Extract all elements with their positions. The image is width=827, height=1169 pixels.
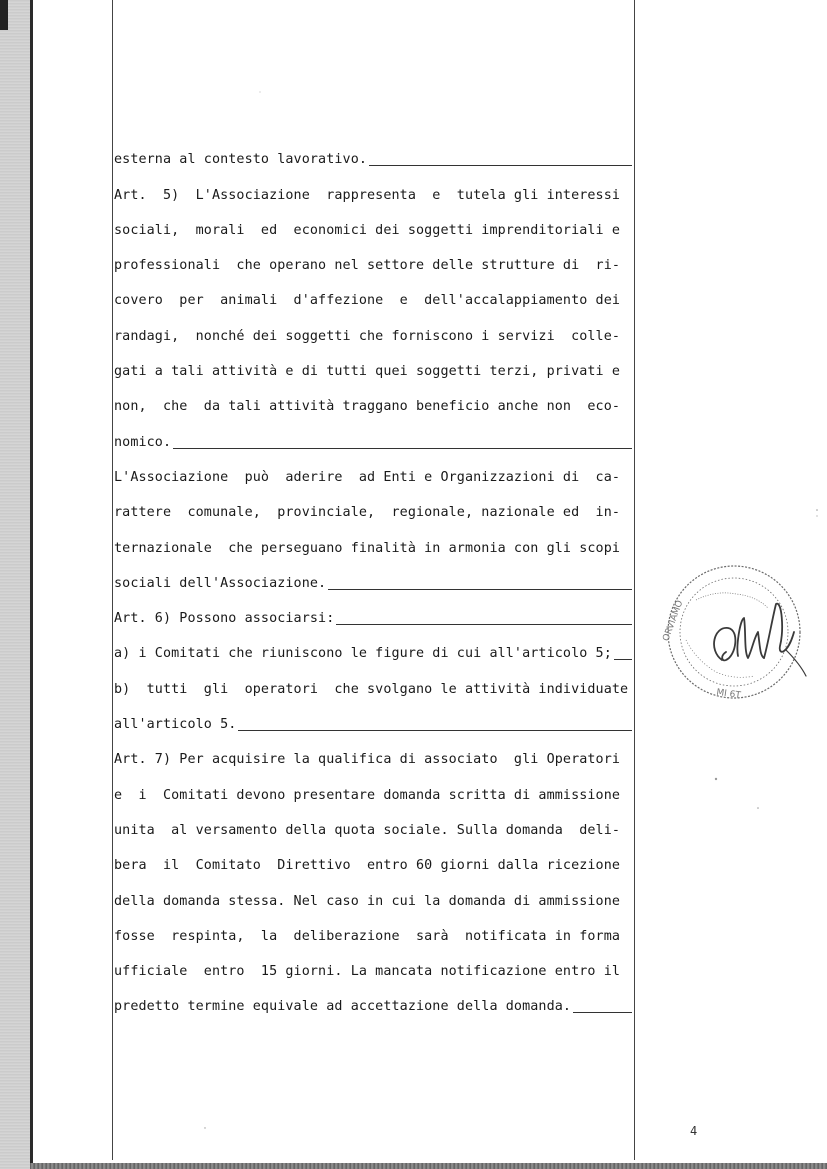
line-text: predetto termine equivale ad accettazione della domanda. bbox=[114, 999, 572, 1015]
text-line bbox=[114, 950, 632, 985]
text-line bbox=[114, 773, 632, 808]
text-line bbox=[114, 844, 632, 879]
line-text: covero per animali d'affezione e dell'accalappiamento dei bbox=[114, 293, 621, 309]
text-line bbox=[114, 632, 632, 667]
seal-stamp-icon bbox=[656, 560, 816, 710]
line-text: a) i Comitati che riuniscono le figure di cui all'articolo 5; bbox=[114, 646, 612, 662]
line-text: all'articolo 5. bbox=[114, 717, 237, 733]
svg-text:MI 6T: MI 6T bbox=[715, 687, 742, 701]
text-line bbox=[114, 667, 632, 702]
text-line bbox=[114, 526, 632, 561]
line-text: non, che da tali attività traggano beneficio anche non eco- bbox=[114, 399, 621, 415]
line-text: b) tutti gli operatori che svolgano le attività individuate bbox=[114, 681, 629, 697]
line-text: fosse respinta, la deliberazione sarà notificata in forma bbox=[114, 928, 621, 944]
line-filler bbox=[369, 165, 632, 166]
line-text: unita al versamento della quota sociale. Sulla domanda deli- bbox=[114, 822, 621, 838]
line-text: professionali che operano nel settore delle strutture di ri- bbox=[114, 258, 621, 274]
line-text: Art. 7) Per acquisire la qualifica di associato gli Operatori bbox=[114, 752, 621, 768]
line-text: bera il Comitato Direttivo entro 60 giorni dalla ricezione bbox=[114, 858, 621, 874]
line-filler bbox=[614, 659, 632, 660]
line-text: Art. 5) L'Associazione rappresenta e tutela gli interessi bbox=[114, 187, 621, 203]
line-text: sociali, morali ed economici dei soggetti imprenditoriali e bbox=[114, 222, 621, 238]
line-text: gati a tali attività e di tutti quei soggetti terzi, privati e bbox=[114, 364, 621, 380]
text-line bbox=[114, 456, 632, 491]
line-text: randagi, nonché dei soggetti che forniscono i servizi colle- bbox=[114, 328, 621, 344]
text-line bbox=[114, 738, 632, 773]
line-text: ternazionale che perseguano finalità in armonia con gli scopi bbox=[114, 540, 621, 556]
line-filler bbox=[336, 624, 632, 625]
svg-text:ORVIAMO: ORVIAMO bbox=[661, 599, 686, 643]
line-filler bbox=[238, 730, 632, 731]
line-text: della domanda stessa. Nel caso in cui la domanda di ammissione bbox=[114, 893, 621, 909]
text-line bbox=[114, 420, 632, 455]
text-line bbox=[114, 209, 632, 244]
text-line bbox=[114, 314, 632, 349]
line-text: L'Associazione può aderire ad Enti e Organizzazioni di ca- bbox=[114, 469, 621, 485]
text-line bbox=[114, 985, 632, 1020]
document-body bbox=[114, 138, 632, 1020]
text-line bbox=[114, 279, 632, 314]
text-line bbox=[114, 244, 632, 279]
text-line bbox=[114, 879, 632, 914]
line-text: Art. 6) Possono associarsi: bbox=[114, 611, 335, 627]
line-text: e i Comitati devono presentare domanda scritta di ammissione bbox=[114, 787, 621, 803]
page-number: 4 bbox=[690, 1124, 698, 1138]
line-text: ufficiale entro 15 giorni. La mancata notificazione entro il bbox=[114, 964, 621, 980]
line-text: esterna al contesto lavorativo. bbox=[114, 152, 368, 168]
right-margin-rule bbox=[634, 0, 635, 1160]
text-line bbox=[114, 138, 632, 173]
text-line bbox=[114, 703, 632, 738]
scan-corner bbox=[0, 0, 8, 30]
line-text: nomico. bbox=[114, 434, 172, 450]
text-line bbox=[114, 173, 632, 208]
text-line bbox=[114, 915, 632, 950]
line-filler bbox=[573, 1012, 632, 1013]
text-line bbox=[114, 350, 632, 385]
text-line bbox=[114, 597, 632, 632]
left-margin-rule bbox=[112, 0, 113, 1160]
text-line bbox=[114, 809, 632, 844]
line-filler bbox=[173, 448, 632, 449]
scan-edge bbox=[0, 0, 33, 1169]
line-text: rattere comunale, provinciale, regionale, nazionale ed in- bbox=[114, 505, 621, 521]
text-line bbox=[114, 491, 632, 526]
text-line bbox=[114, 385, 632, 420]
line-text: sociali dell'Associazione. bbox=[114, 575, 327, 591]
text-line bbox=[114, 562, 632, 597]
scan-bottom-strip bbox=[30, 1163, 827, 1169]
line-filler bbox=[328, 589, 632, 590]
